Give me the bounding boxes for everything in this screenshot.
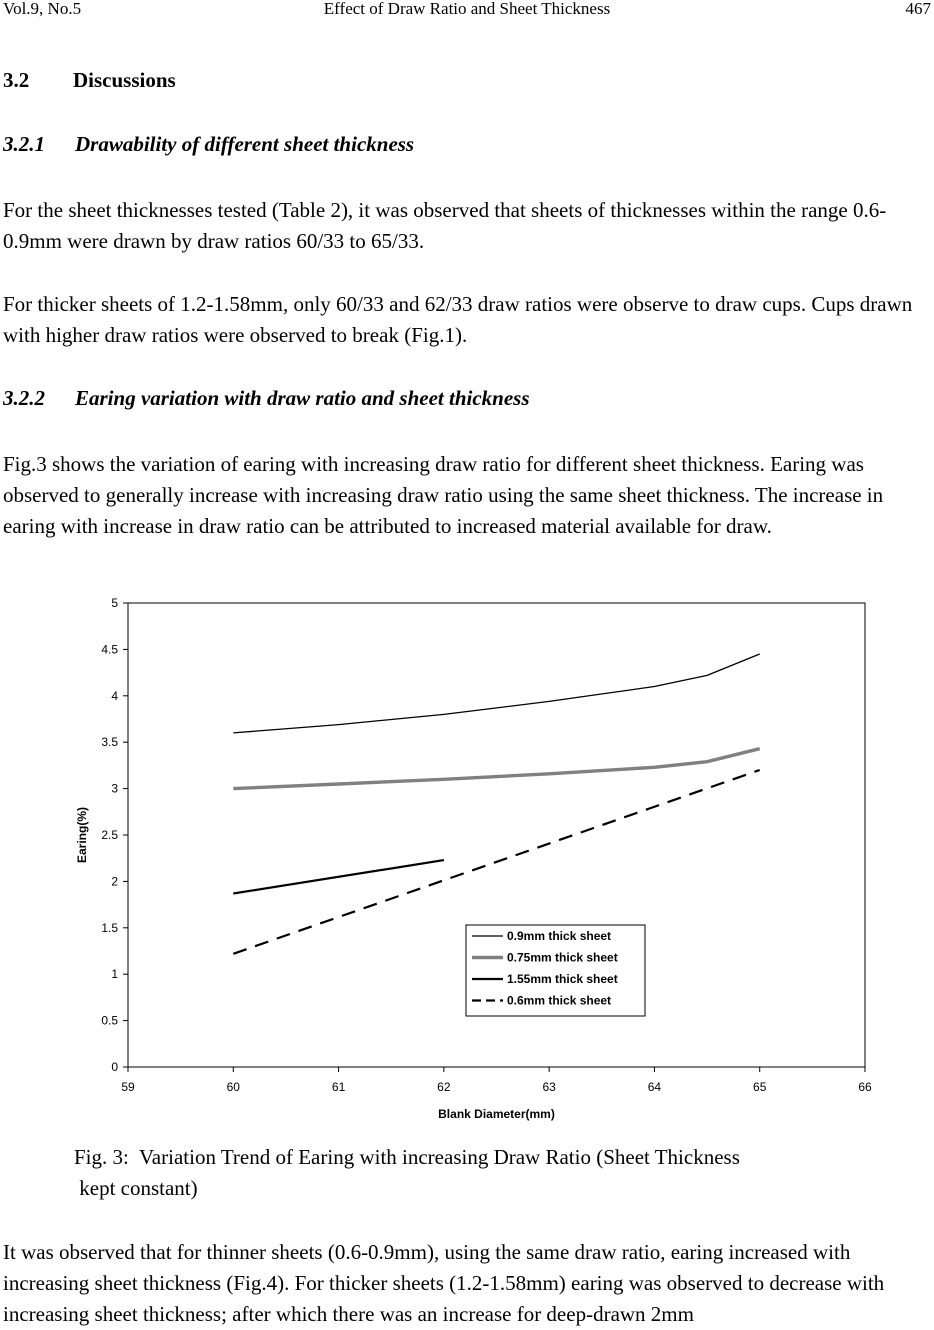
y-tick-label: 3.5	[101, 735, 118, 750]
series-line-3	[233, 860, 444, 893]
x-tick-label: 61	[331, 1080, 346, 1094]
y-tick-label: 4.5	[101, 642, 118, 657]
y-axis-label: Earing(%)	[75, 806, 89, 864]
y-tick-label: 0	[111, 1060, 118, 1074]
x-tick-label: 64	[647, 1080, 662, 1094]
subsection-number: 3.2.2	[3, 386, 45, 410]
series-line-2	[233, 749, 759, 789]
y-tick-label: 0.5	[101, 1013, 118, 1028]
page-number: 467	[905, 0, 931, 18]
y-tick-label: 2.5	[101, 828, 118, 842]
legend-label: 0.9mm thick sheet	[507, 929, 612, 943]
legend-label: 1.55mm thick sheet	[507, 972, 618, 986]
subsection-title: Earing variation with draw ratio and sheet thickness	[75, 386, 530, 410]
section-title: Discussions	[73, 68, 176, 92]
subsection-title: Drawability of different sheet thickness	[75, 132, 415, 156]
subsection-heading-drawability	[3, 132, 414, 157]
x-tick-label: 66	[858, 1080, 872, 1094]
subsection-heading-earing	[3, 386, 530, 411]
y-tick-label: 3	[111, 781, 118, 796]
subsection-number: 3.2.1	[3, 132, 45, 156]
figure-caption: Fig. 3: Variation Trend of Earing with increasing Draw Ratio (Sheet Thickness kept constant)	[74, 1145, 740, 1200]
y-tick-label: 1	[111, 967, 118, 982]
paragraph-thickness-effect: It was observed that for thinner sheets (0.6-0.9mm), using the same draw ratio, earing increased with increasing sheet thickness (Fig.4). For thicker sheets (1.2-1.58mm) earing was observed to decrease with increasing sheet thickness; after which there was an increase for deep-drawn 2mm	[3, 1240, 885, 1326]
legend-label: 0.6mm thick sheet	[507, 993, 612, 1008]
paragraph-thicker-sheets: For thicker sheets of 1.2-1.58mm, only 60/33 and 62/33 draw ratios were observe to draw cups. Cups drawn with higher draw ratios were observed to break (Fig.1).	[3, 292, 913, 347]
running-header-volume: Vol.9, No.5	[3, 0, 82, 18]
legend-label: 0.75mm thick sheet	[507, 950, 618, 965]
paragraph-fig3-description: Fig.3 shows the variation of earing with increasing draw ratio for different sheet thickness. Earing was observed to generally increase with increasing draw ratio using the same sheet thickness. The increase in earing with increase in draw ratio can be attributed to increased material available for draw.	[3, 452, 884, 538]
earing-line-chart	[0, 588, 934, 1128]
x-tick-label: 65	[753, 1080, 767, 1094]
x-tick-label: 59	[121, 1080, 135, 1094]
series-line-1	[233, 654, 759, 733]
x-axis-label: Blank Diameter(mm)	[438, 1107, 555, 1121]
section-number: 3.2	[3, 68, 30, 92]
y-tick-label: 1.5	[101, 920, 118, 935]
y-tick-label: 5	[111, 596, 118, 610]
section-heading	[3, 68, 176, 93]
y-tick-label: 2	[111, 874, 118, 889]
x-tick-label: 60	[226, 1080, 240, 1094]
x-tick-label: 62	[437, 1080, 451, 1094]
running-header-title: Effect of Draw Ratio and Sheet Thickness	[323, 0, 611, 18]
x-tick-label: 63	[542, 1080, 556, 1094]
paragraph-sheet-thickness: For the sheet thicknesses tested (Table 2), it was observed that sheets of thicknesses within the range 0.6-0.9mm were drawn by draw ratios 60/33 to 65/33.	[3, 198, 887, 253]
y-tick-label: 4	[111, 688, 118, 703]
chart-legend	[466, 925, 645, 1016]
